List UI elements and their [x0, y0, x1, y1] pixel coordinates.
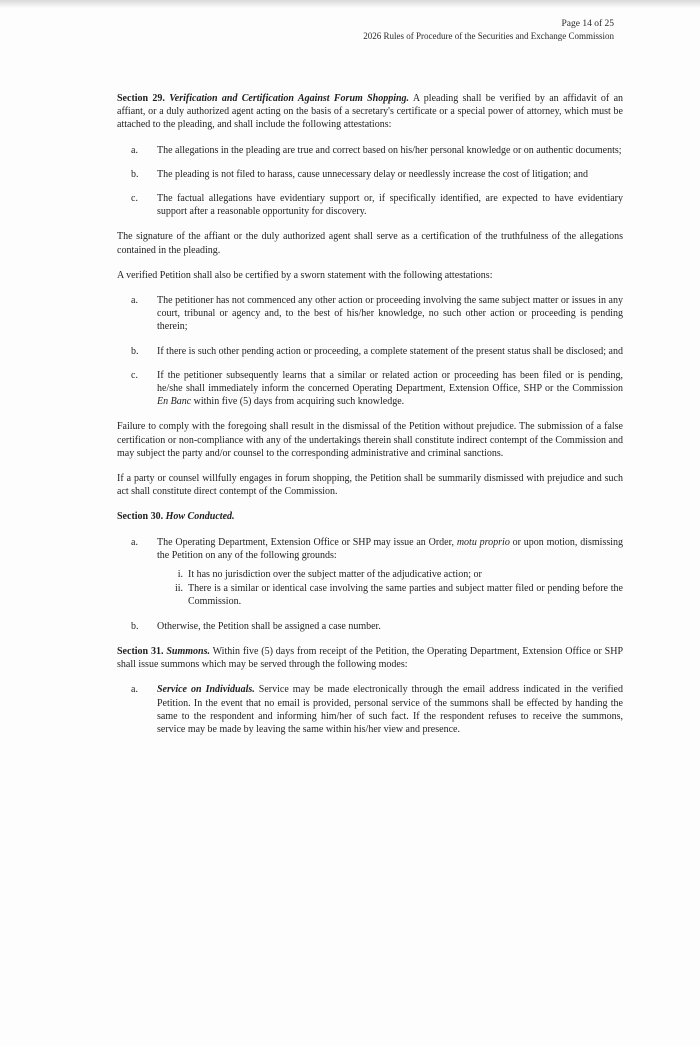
attestations-list [117, 144, 623, 219]
emphasis: motu proprio [456, 536, 510, 548]
list-marker: a. [131, 295, 138, 307]
signature-paragraph: The signature of the affiant or the duly authorized agent shall serve as a certification of the truthfulness of the allegations contained in the pleading. [117, 231, 623, 256]
list-item [117, 168, 623, 181]
list-marker: b. [131, 168, 139, 180]
list-item-text [157, 370, 623, 407]
section-31-title: Summons. [166, 645, 210, 657]
list-marker: a. [131, 684, 138, 696]
sub-list-item [157, 582, 623, 608]
section-29-label: Section 29. [117, 93, 165, 104]
list-item [117, 144, 623, 157]
petition-attestations-list [117, 294, 623, 408]
list-item-text: The factual allegations have evidentiary support or, if specifically identified, are expected to have evidentiary support after a reasonable opportunity for discovery. [157, 193, 623, 218]
list-marker: b. [131, 345, 139, 357]
section-29-intro-text: A pleading shall be verified by an affidavit of an affiant, or a duly authorized agent acting on the basis of a secretary's certificate or a special power of attorney, which must be attached to the pleading, and shall include the following attestations: [117, 93, 624, 131]
list-item [117, 536, 623, 609]
document-title: 2026 Rules of Procedure of the Securities and Exchange Commission [363, 31, 614, 41]
list-item [117, 369, 623, 409]
section-31-intro-text: Within five (5) days from receipt of the Petition, the Operating Department, Extension Office or SHP shall issue summons which may be served through the following modes: [117, 645, 624, 671]
text-run: Service may be made electronically through the email address indicated in the verified Petition. In the event that no email is provided, personal service of the summons shall be effected by handing the same to the respondent and informing him/her of such fact. If the respondent refuses to receive the summons, service may be made by leaving the same within his/her view and presence. [157, 684, 623, 735]
text-run: or upon motion, dismissing the Petition on any of the following grounds: [157, 536, 623, 561]
text-run: If the petitioner subsequently learns that a similar or related action or proceeding has been filed or is pending, he/she shall immediately inform the concerned Operating Department, Extension Office, SHP or the Commission [157, 369, 623, 395]
list-item [117, 192, 623, 218]
list-item-text [157, 537, 623, 561]
list-marker: a. [131, 536, 138, 548]
list-item [117, 683, 623, 736]
section-30-heading [117, 510, 623, 523]
list-item-text: If there is such other pending action or proceeding, a complete statement of the present status shall be disclosed; and [157, 345, 623, 357]
sub-list-item-text: There is a similar or identical case involving the same parties and subject matter filed or pending before the Commission. [188, 583, 623, 608]
sub-list-marker: ii. [174, 583, 183, 595]
list-item [117, 620, 623, 633]
text-run: The Operating Department, Extension Office or SHP may issue an Order, [157, 536, 457, 548]
grounds-list [157, 568, 623, 609]
item-title: Service on Individuals. [157, 684, 255, 696]
section-30-label: Section 30. [117, 511, 164, 523]
list-marker: a. [131, 144, 138, 156]
list-item-text: Otherwise, the Petition shall be assigned a case number. [157, 620, 381, 632]
page-number: Page 14 of 25 [561, 19, 614, 29]
summons-modes-list [117, 683, 623, 736]
section-30-title: How Conducted. [165, 511, 235, 523]
section-29-intro [117, 92, 623, 132]
scan-shadow [0, 0, 700, 8]
list-item [117, 294, 623, 334]
section-31-label: Section 31. [117, 645, 164, 657]
list-marker: b. [131, 620, 139, 632]
list-marker: c. [131, 369, 138, 381]
list-item-text: The pleading is not filed to harass, cause unnecessary delay or needlessly increase the cost of litigation; and [157, 168, 588, 180]
sub-list-item-text: It has no jurisdiction over the subject matter of the adjudicative action; or [188, 569, 482, 581]
sub-list-item [157, 568, 623, 581]
failure-paragraph: Failure to comply with the foregoing shall result in the dismissal of the Petition without prejudice. The submission of a false certification or non-compliance with any of the undertakings therein shall constitute indirect contempt of the Commission and may subject the party and/or counsel to the corresponding administrative and criminal sanctions. [117, 421, 623, 459]
section-29-title: Verification and Certification Against Forum Shopping. [169, 93, 410, 104]
page-header [363, 18, 614, 42]
emphasis: En Banc [157, 396, 192, 408]
list-item-text: The petitioner has not commenced any other action or proceeding involving the same subject matter or issues in any court, tribunal or agency and, to the best of his/her knowledge, no such other action or proceeding is pending therein; [157, 295, 623, 333]
sub-list-marker: i. [177, 569, 183, 581]
list-marker: c. [131, 193, 138, 205]
text-run: within five (5) days from acquiring such knowledge. [191, 396, 405, 408]
list-item-text: The allegations in the pleading are true and correct based on his/her personal knowledge or on authentic documents; [157, 144, 622, 156]
page-body [117, 92, 623, 748]
list-item-text [157, 684, 623, 735]
forum-shopping-paragraph: If a party or counsel willfully engages in forum shopping, the Petition shall be summarily dismissed with prejudice and such act shall constitute direct contempt of the Commission. [117, 473, 623, 498]
list-item [117, 345, 623, 358]
section-30-list [117, 536, 623, 633]
section-31-intro [117, 645, 623, 671]
verified-petition-paragraph: A verified Petition shall also be certified by a sworn statement with the following attestations: [117, 269, 493, 281]
